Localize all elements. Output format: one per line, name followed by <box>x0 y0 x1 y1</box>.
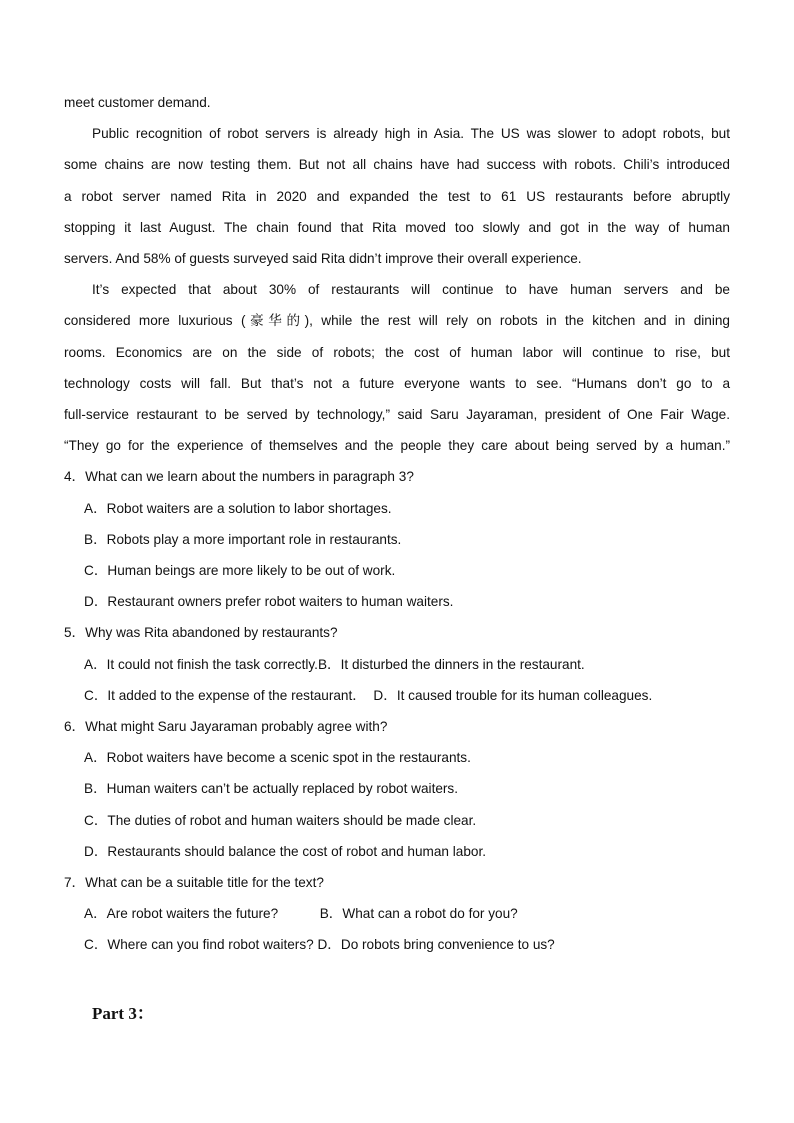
passage-line: Public recognition of robot servers is already high in Asia. The US was slower to adopt robots, but <box>92 126 730 141</box>
question-6-option-c: C．The duties of robot and human waiters should be made clear. <box>84 813 477 828</box>
passage-line: stopping it last August. The chain found that Rita moved too slowly and got in the way of human <box>64 220 730 235</box>
question-6-option-a: A．Robot waiters have become a scenic spot in the restaurants. <box>84 750 471 765</box>
passage-line: some chains are now testing them. But not all chains have had success with robots. Chili’s introduced <box>64 157 730 172</box>
question-5-stem: 5．Why was Rita abandoned by restaurants? <box>64 625 338 640</box>
passage-line: a robot server named Rita in 2020 and expanded the test to 61 US restaurants before abruptly <box>64 189 730 204</box>
question-4-option-a: A．Robot waiters are a solution to labor shortages. <box>84 501 392 516</box>
passage-line: rooms. Economics are on the side of robots; the cost of human labor will continue to rise, but <box>64 345 730 360</box>
question-4-option-b: B．Robots play a more important role in restaurants. <box>84 532 402 547</box>
passage-line: considered more luxurious (豪华的), while the rest will rely on robots in the kitchen and in dining <box>64 313 730 328</box>
question-4-stem: 4．What can we learn about the numbers in paragraph 3? <box>64 469 414 484</box>
passage-line: “They go for the experience of themselves and the people they care about being served by a human.” <box>64 438 730 453</box>
question-6-option-d: D．Restaurants should balance the cost of robot and human labor. <box>84 844 487 859</box>
passage-line: It’s expected that about 30% of restaurants will continue to have human servers and be <box>92 282 730 297</box>
question-7-stem: 7．What can be a suitable title for the text? <box>64 875 324 890</box>
part-3-heading: Part 3： <box>92 1004 154 1023</box>
question-5-options-cd: C．It added to the expense of the restaurant． D．It caused trouble for its human colleagues. <box>84 688 653 703</box>
question-6-option-b: B．Human waiters can’t be actually replaced by robot waiters. <box>84 781 459 796</box>
question-4-option-c: C．Human beings are more likely to be out of work. <box>84 563 396 578</box>
passage-line: meet customer demand. <box>64 95 211 110</box>
question-6-stem: 6．What might Saru Jayaraman probably agree with? <box>64 719 388 734</box>
passage-line: technology costs will fall. But that’s not a future everyone wants to see. “Humans don’t go to a <box>64 376 730 391</box>
question-5-options-ab: A．It could not finish the task correctly.B．It disturbed the dinners in the restaurant. <box>84 657 585 672</box>
question-7-options-cd: C．Where can you find robot waiters? D．Do robots bring convenience to us? <box>84 937 555 952</box>
passage-line: full-service restaurant to be served by technology,” said Saru Jayaraman, president of One Fair Wage. <box>64 407 730 422</box>
question-4-option-d: D．Restaurant owners prefer robot waiters to human waiters. <box>84 594 454 609</box>
passage-line: servers. And 58% of guests surveyed said Rita didn’t improve their overall experience. <box>64 251 582 266</box>
question-7-options-ab: A．Are robot waiters the future? B．What can a robot do for you? <box>84 906 518 921</box>
